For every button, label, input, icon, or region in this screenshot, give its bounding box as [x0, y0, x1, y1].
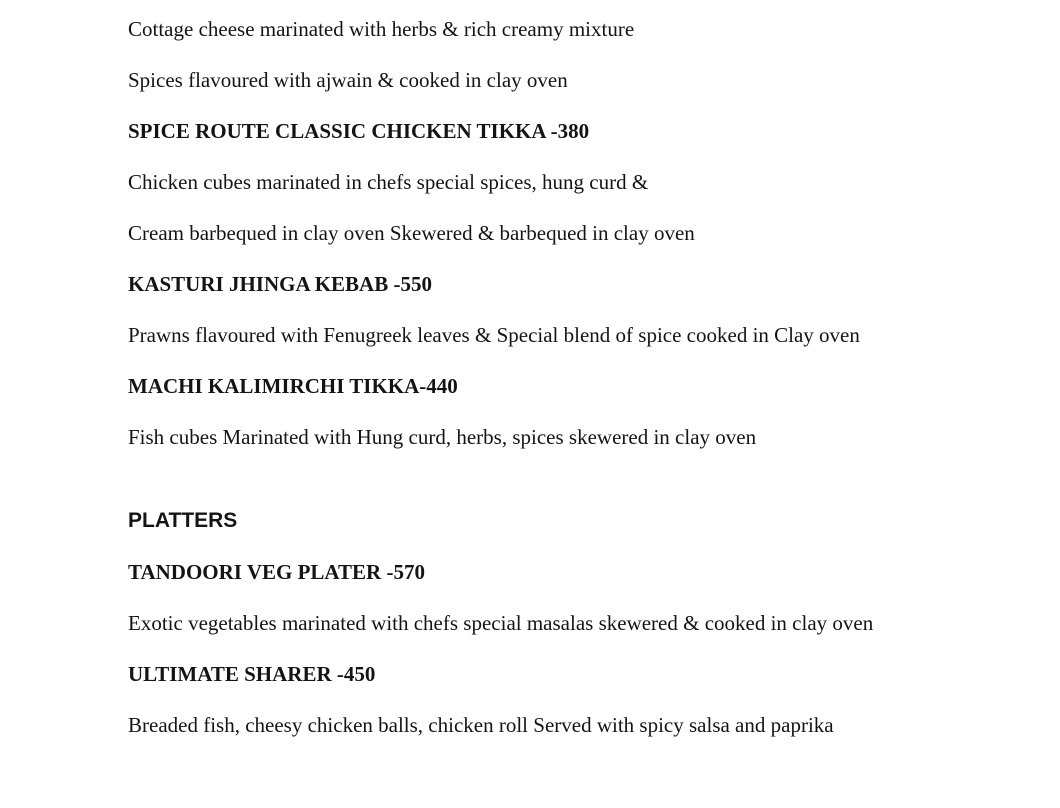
menu-item-heading: MACHI KALIMIRCHI TIKKA-440 [128, 374, 458, 398]
menu-item-description: Cream barbequed in clay oven Skewered & barbequed in clay oven [128, 221, 695, 245]
menu-item-heading: ULTIMATE SHARER -450 [128, 662, 376, 686]
menu-item-heading: TANDOORI VEG PLATER -570 [128, 560, 425, 584]
menu-item-description: Cottage cheese marinated with herbs & rich creamy mixture [128, 17, 635, 41]
menu-section-heading: PLATTERS [128, 509, 238, 532]
menu-item-description: Spices flavoured with ajwain & cooked in clay oven [128, 68, 568, 92]
menu-item-description: Chicken cubes marinated in chefs special spices, hung curd & [128, 170, 649, 194]
menu-item-description: Fish cubes Marinated with Hung curd, herbs, spices skewered in clay oven [128, 425, 757, 449]
menu-item-description: Prawns flavoured with Fenugreek leaves & Special blend of spice cooked in Clay oven [128, 323, 860, 347]
menu-item-heading: KASTURI JHINGA KEBAB -550 [128, 272, 432, 296]
menu-item-heading: SPICE ROUTE CLASSIC CHICKEN TIKKA -380 [128, 119, 590, 143]
document-page [128, 12, 920, 759]
menu-item-description: Breaded fish, cheesy chicken balls, chicken roll Served with spicy salsa and paprika [128, 713, 834, 737]
menu-item-description: Exotic vegetables marinated with chefs special masalas skewered & cooked in clay oven [128, 611, 874, 635]
